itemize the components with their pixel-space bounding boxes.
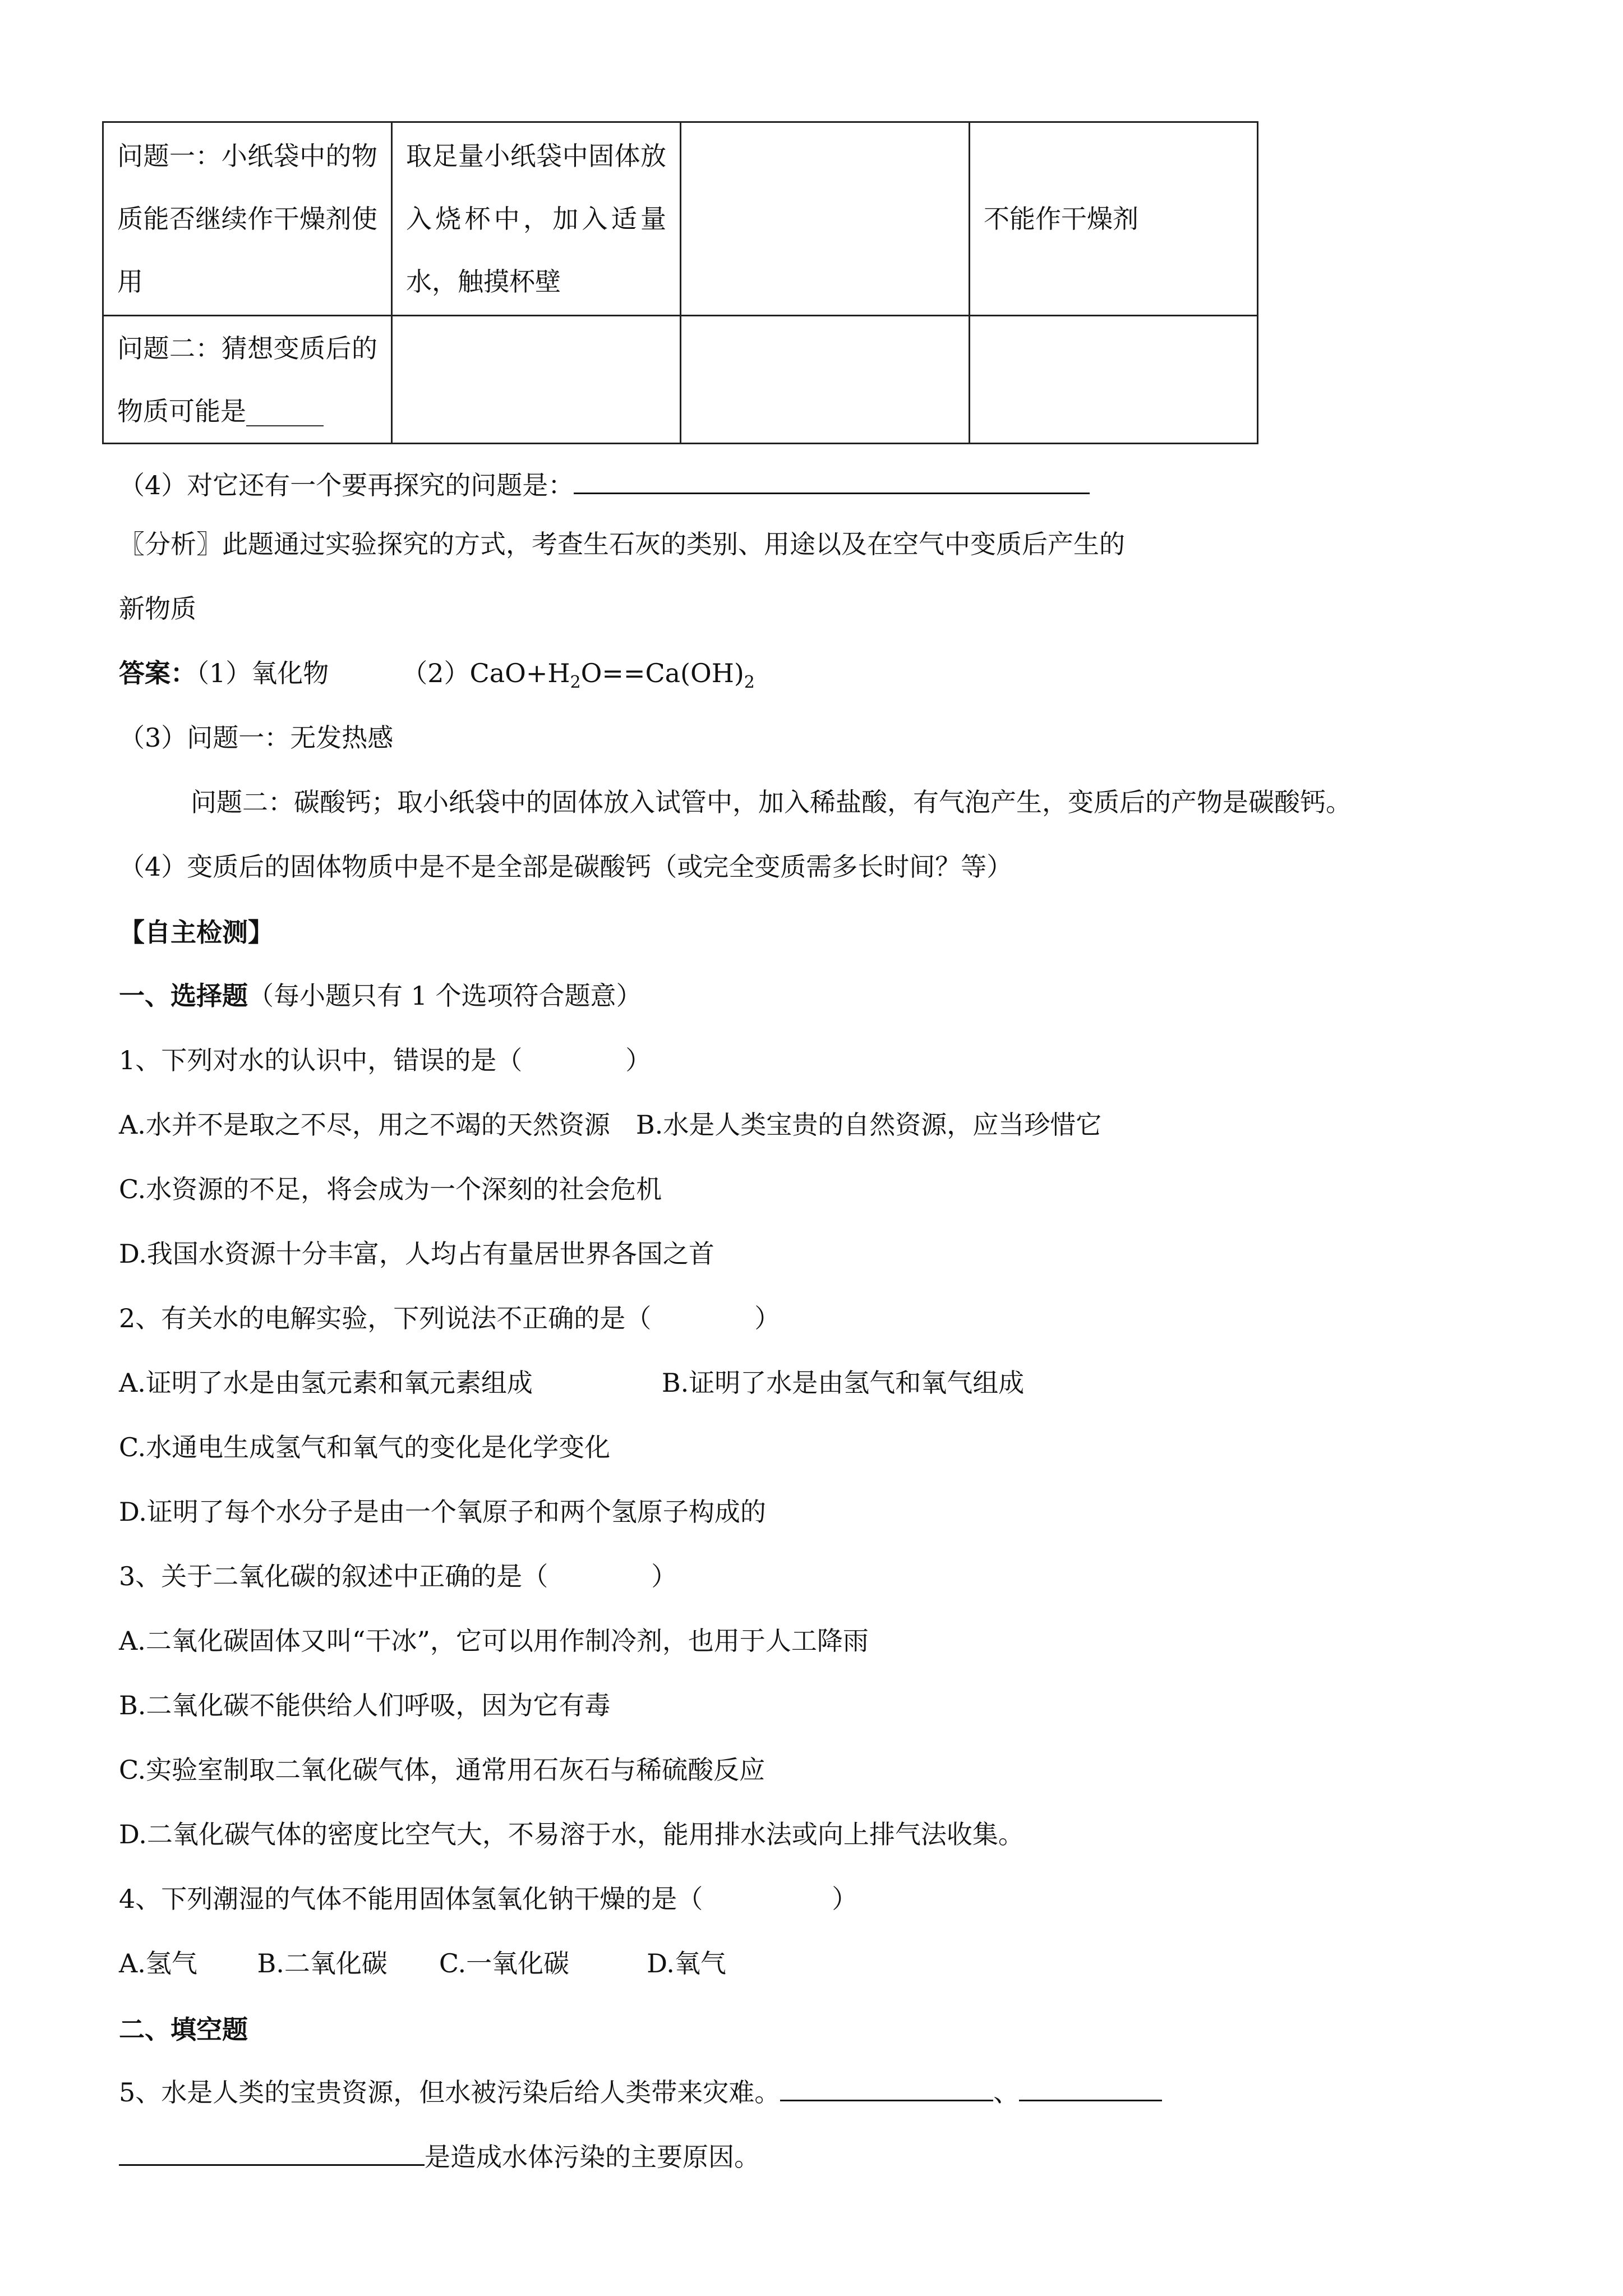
table-row	[103, 316, 1258, 444]
table-cell	[681, 316, 970, 444]
answer-blank[interactable]	[1019, 2077, 1162, 2101]
question-1-option: C.水资源的不足，将会成为一个深刻的社会危机	[119, 1174, 662, 1204]
question-2-option: A.证明了水是由氢元素和氧元素组成 B.证明了水是由氢气和氧气组成	[119, 1368, 1025, 1398]
self-check-heading: 【自主检测】	[119, 917, 274, 947]
question-3-stem: 3、关于二氧化碳的叙述中正确的是（ ）	[119, 1561, 677, 1591]
question-2-option: C.水通电生成氢气和氧气的变化是化学变化	[119, 1432, 611, 1462]
answer-blank[interactable]	[119, 2142, 425, 2166]
section2-heading: 二、填空题	[119, 2014, 248, 2045]
question-3-option: D.二氧化碳气体的密度比空气大，不易溶于水，能用排水法或向上排气法收集。	[119, 1819, 1024, 1849]
question-1-stem: 1、下列对水的认识中，错误的是（ ）	[119, 1045, 652, 1075]
answer-blank[interactable]	[574, 470, 1090, 494]
experiment-table	[102, 121, 1258, 444]
table-cell: 问题二：猜想变质后的物质可能是______	[103, 316, 392, 444]
answer-q4: （4）变质后的固体物质中是不是全部是碳酸钙（或完全变质需多长时间？等）	[119, 852, 1013, 882]
q4-prompt: （4）对它还有一个要再探究的问题是：	[119, 468, 1090, 502]
question-5-line-2: 是造成水体污染的主要原因。	[119, 2140, 760, 2174]
question-4-option: A.氢气 B.二氧化碳 C.一氧化碳 D.氧气	[119, 1948, 726, 1978]
question-4-stem: 4、下列潮湿的气体不能用固体氢氧化钠干燥的是（ ）	[119, 1884, 858, 1914]
section1-heading: 一、选择题（每小题只有 1 个选项符合题意）	[119, 981, 642, 1011]
answer-line-1: 答案：（1）氧化物 $(2)CaO+H_2O==Ca(OH)_2$	[119, 658, 755, 692]
question-1-option: D.我国水资源十分丰富，人均占有量居世界各国之首	[119, 1239, 714, 1269]
question-5-line-1: 5、水是人类的宝贵资源，但水被污染后给人类带来灾难。 、	[119, 2076, 1162, 2109]
table-cell: 取足量小纸袋中固体放入烧杯中，加入适量水，触摸杯壁	[392, 122, 681, 316]
answer-label: 答案：	[119, 658, 196, 688]
table-row	[103, 122, 1258, 316]
question-3-option: C.实验室制取二氧化碳气体，通常用石灰石与稀硫酸反应	[119, 1755, 766, 1785]
question-2-stem: 2、有关水的电解实验，下列说法不正确的是（ ）	[119, 1303, 781, 1333]
table-cell: 问题一：小纸袋中的物质能否继续作干燥剂使用	[103, 122, 392, 316]
answer-q3: （3）问题一：无发热感	[119, 723, 394, 753]
question-3-option: A.二氧化碳固体又叫“干冰”，它可以用作制冷剂，也用于人工降雨	[119, 1626, 869, 1656]
table-cell	[681, 122, 970, 316]
table-cell	[970, 316, 1258, 444]
table-cell: 不能作干燥剂	[970, 122, 1258, 316]
question-3-option: B.二氧化碳不能供给人们呼吸，因为它有毒	[119, 1690, 611, 1720]
analysis-line-2: 新物质	[119, 593, 196, 624]
answer-blank[interactable]	[780, 2077, 993, 2101]
question-2-option: D.证明了每个水分子是由一个氧原子和两个氢原子构成的	[119, 1497, 766, 1527]
answer-q3b: 问题二：碳酸钙；取小纸袋中的固体放入试管中，加入稀盐酸，有气泡产生，变质后的产物是碳酸钙。	[191, 787, 1352, 817]
table-cell	[392, 316, 681, 444]
question-1-option: A.水并不是取之不尽，用之不竭的天然资源 B.水是人类宝贵的自然资源，应当珍惜它	[119, 1110, 1102, 1140]
analysis-line-1: 〖分析〗此题通过实验探究的方式，考查生石灰的类别、用途以及在空气中变质后产生的	[119, 529, 1125, 559]
